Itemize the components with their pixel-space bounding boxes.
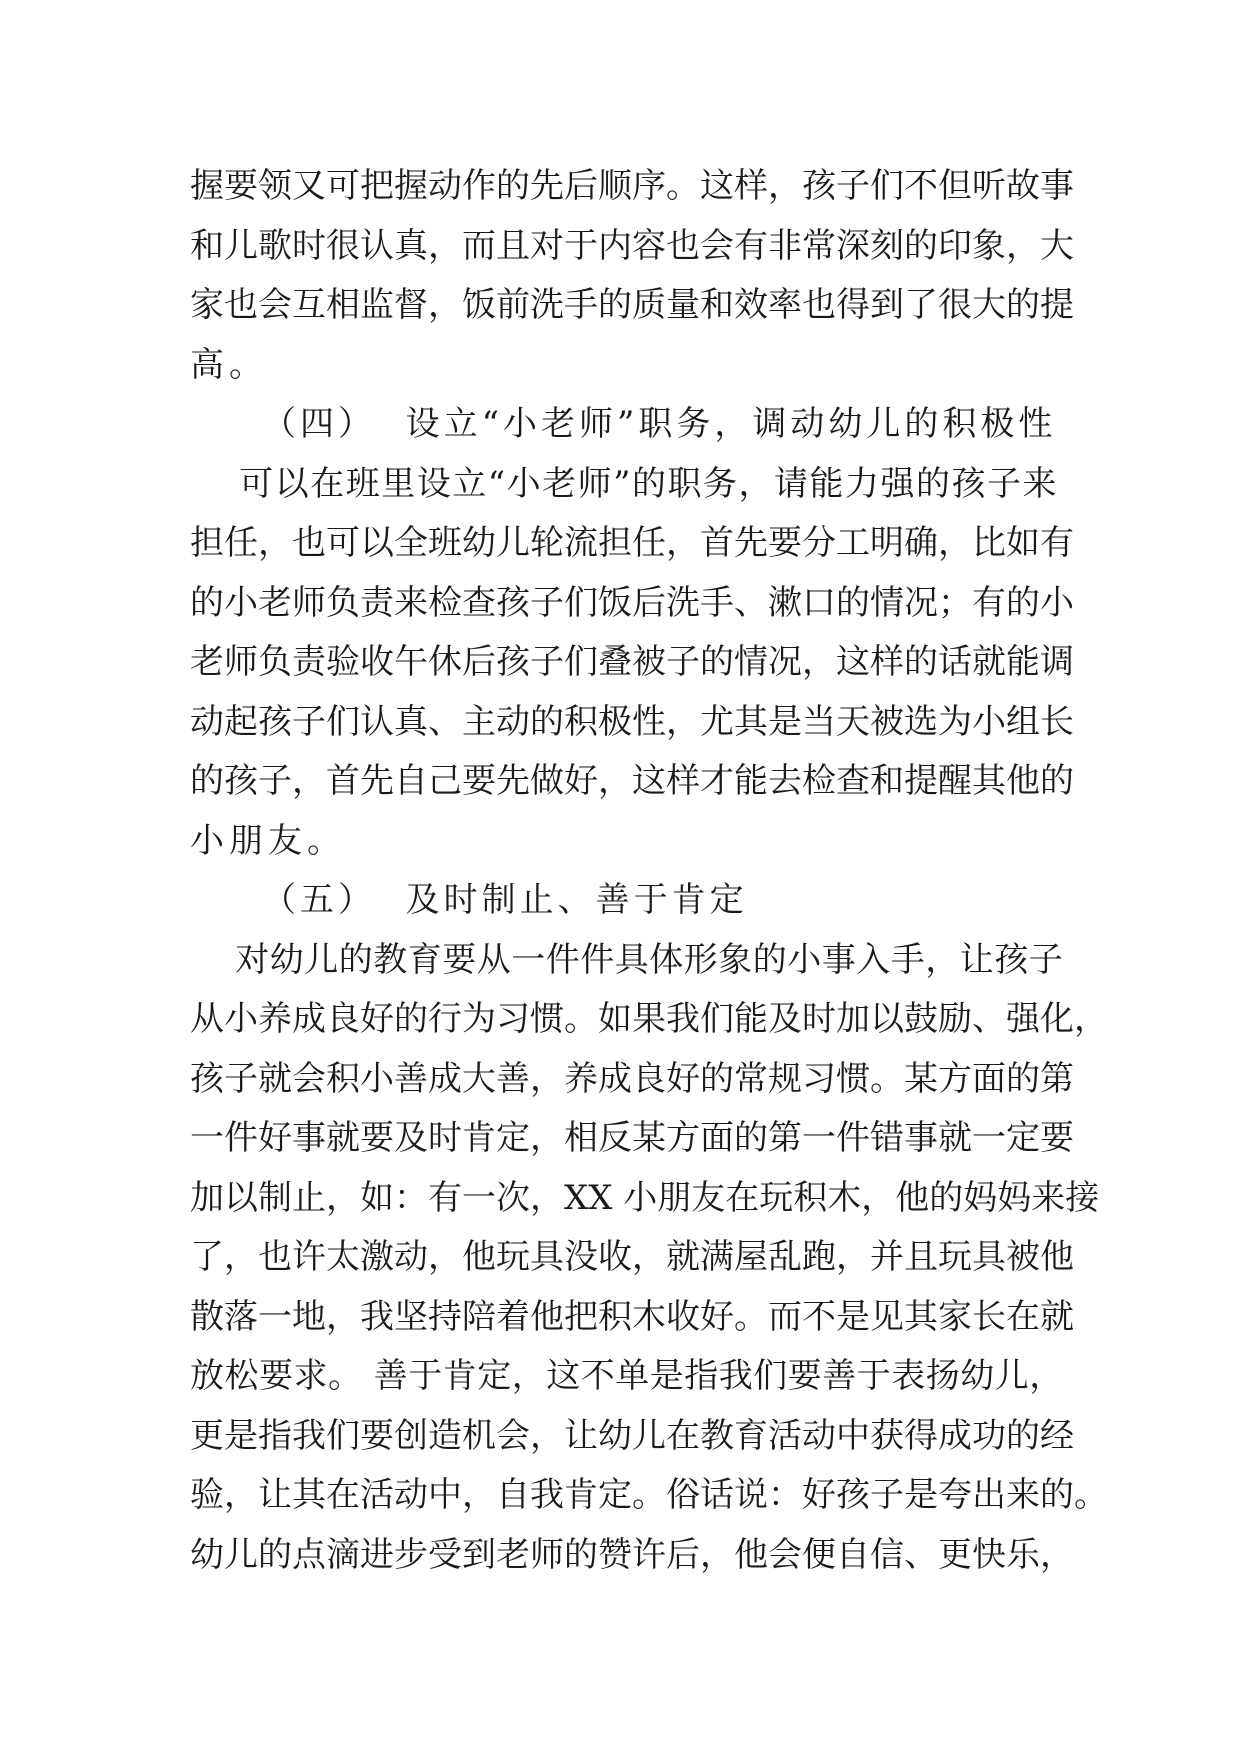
text-line: 担任，也可以全班幼儿轮流担任，首先要分工明确，比如有 [190, 523, 1074, 563]
section-heading-5: （五） 及时制止、善于肯定 [262, 880, 748, 920]
text-line: 散落一地，我坚持陪着他把积木收好。而不是见其家长在就 [190, 1296, 1074, 1337]
text-line: 对幼儿的教育要从一件件具体形象的小事入手，让孩子 [190, 939, 1064, 980]
text-line: 更是指我们要创造机会，让幼儿在教育活动中获得成功的经 [190, 1415, 1074, 1456]
text-line: 加以制止，如：有一次，XX 小朋友在玩积木，他的妈妈来接 [190, 1177, 1100, 1218]
text-line: 老师负责验收午休后孩子们叠被子的情况，这样的话就能调 [190, 642, 1074, 682]
text-line: 家也会互相监督，饭前洗手的质量和效率也得到了很大的提 [190, 285, 1074, 325]
text-line: 的小老师负责来检查孩子们饭后洗手、漱口的情况；有的小 [190, 582, 1074, 623]
section-heading-4: （四） 设立“小老师”职务，调动幼儿的积极性 [262, 404, 1057, 444]
text-line: 动起孩子们认真、主动的积极性，尤其是当天被选为小组长 [190, 701, 1074, 742]
text-line: 幼儿的点滴进步受到老师的赞许后，他会便自信、更快乐， [190, 1534, 1074, 1575]
text-line: 了，也许太激动，他玩具没收，就满屋乱跑，并且玩具被他 [190, 1237, 1074, 1277]
text-line: 孩子就会积小善成大善，养成良好的常规习惯。某方面的第 [190, 1058, 1074, 1099]
text-line: 验，让其在活动中，自我肯定。俗话说：好孩子是夸出来的。 [190, 1475, 1108, 1515]
document-body [190, 157, 1108, 1585]
text-line: 小朋友。 [190, 820, 346, 861]
text-line: 的孩子，首先自己要先做好，这样才能去检查和提醒其他的 [190, 761, 1074, 801]
text-line: 放松要求。 善于肯定，这不单是指我们要善于表扬幼儿， [190, 1356, 1064, 1396]
text-line: 高。 [190, 344, 268, 385]
text-line: 一件好事就要及时肯定，相反某方面的第一件错事就一定要 [190, 1118, 1074, 1158]
text-line: 可以在班里设立“小老师”的职务，请能力强的孩子来 [190, 463, 1058, 504]
text-line: 握要领又可把握动作的先后顺序。这样，孩子们不但听故事 [190, 166, 1074, 206]
text-line: 从小养成良好的行为习惯。如果我们能及时加以鼓励、强化， [190, 999, 1108, 1039]
text-line: 和儿歌时很认真，而且对于内容也会有非常深刻的印象，大 [190, 225, 1074, 266]
